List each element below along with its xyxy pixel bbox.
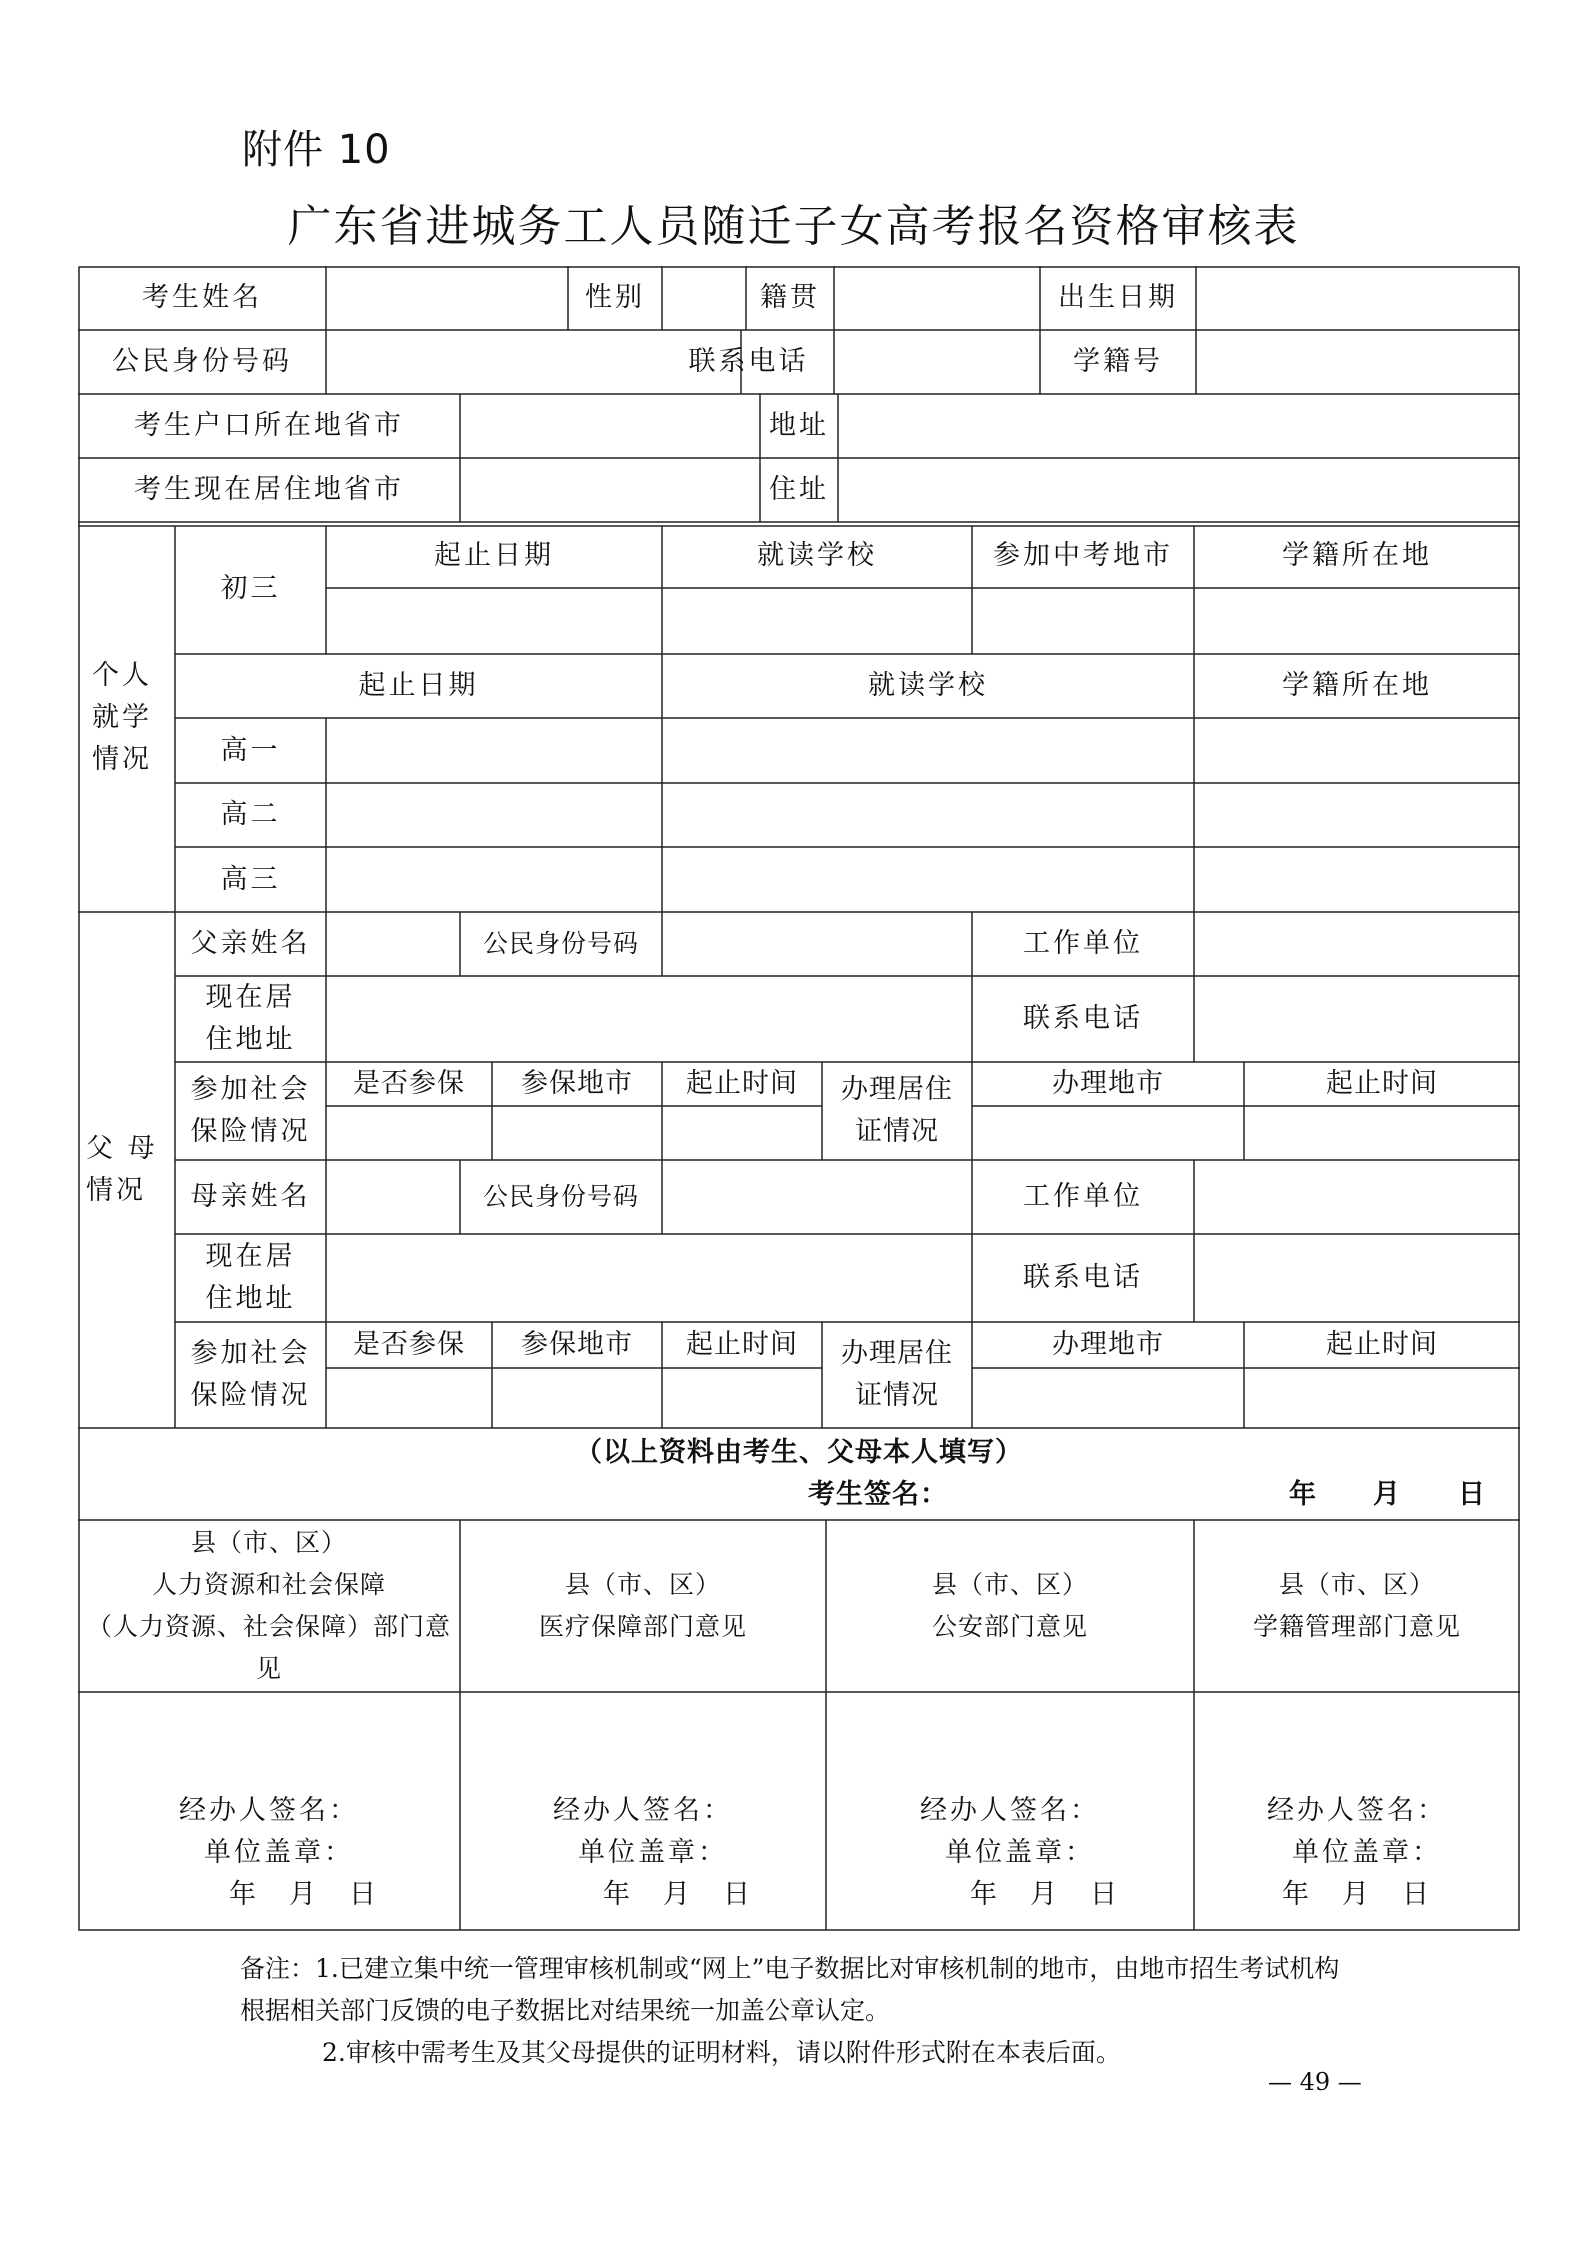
header-father-permit-period: 起止时间 (1326, 1068, 1438, 1099)
field-hukou-address[interactable] (838, 394, 1520, 458)
label-father-address (175, 976, 326, 1062)
declaration-note: （以上资料由考生、父母本人填写） (575, 1437, 1023, 1468)
header-father-insured: 是否参保 (353, 1068, 465, 1099)
dept-hr-line: （人力资源、社会保障）部门意 (86, 1612, 451, 1641)
field-father-id[interactable] (662, 912, 972, 976)
label-mother-address-line: 住地址 (205, 1283, 296, 1314)
label-mother-name: 母亲姓名 (190, 1181, 311, 1212)
header-father-permit-city: 办理地市 (1052, 1068, 1164, 1099)
label-mother-address (175, 1234, 326, 1322)
label-father-address-line: 现在居 (205, 982, 296, 1013)
label-mother-insurance (175, 1322, 326, 1428)
label-hukou-city: 考生户口所在地省市 (134, 410, 404, 441)
label-id-number: 公民身份号码 (112, 346, 292, 377)
header-mother-insured-city: 参保地市 (521, 1329, 633, 1360)
label-senior-three: 高三 (220, 863, 281, 895)
dept-student-registry (1194, 1520, 1520, 1692)
label-father-name: 父亲姓名 (190, 928, 311, 959)
section-study-line: 就学 (92, 702, 152, 733)
section-parents (78, 912, 175, 1428)
dept-police-line: 县（市、区） (931, 1570, 1088, 1599)
section-study-line: 情况 (92, 744, 152, 775)
unit-seal-label: 单位盖章： (1292, 1837, 1442, 1868)
label-father-address-line: 住地址 (205, 1024, 296, 1055)
field-father-name[interactable] (326, 912, 460, 976)
handler-signature-label: 经办人签名： (920, 1795, 1100, 1826)
field-residence-city[interactable] (460, 458, 760, 522)
handler-signature-label: 经办人签名： (179, 1795, 359, 1826)
dept-registry-line: 县（市、区） (1278, 1570, 1435, 1599)
declaration-month: 月 (1373, 1479, 1403, 1510)
label-mother-work: 工作单位 (1023, 1181, 1143, 1212)
label-birth-date: 出生日期 (1058, 282, 1178, 313)
label-mother-permit-line: 办理居住 (841, 1338, 953, 1369)
declaration-day: 日 (1458, 1479, 1488, 1510)
section-study-line: 个人 (92, 660, 152, 691)
handler-signature-label: 经办人签名： (553, 1795, 733, 1826)
header-junior-registry: 学籍所在地 (1282, 540, 1432, 571)
field-contact-phone[interactable] (834, 330, 1040, 394)
label-student-number: 学籍号 (1073, 346, 1163, 377)
header-senior-dates: 起止日期 (358, 670, 479, 701)
signature-date: 年 月 日 (603, 1879, 753, 1910)
header-zhongkao-city: 参加中考地市 (993, 540, 1173, 571)
dept-hr-signature-block[interactable] (78, 1692, 460, 1930)
label-father-permit-line: 办理居住 (841, 1074, 953, 1105)
unit-seal-label: 单位盖章： (204, 1837, 354, 1868)
label-residence-address: 住址 (769, 474, 829, 505)
field-residence-address[interactable] (838, 458, 1520, 522)
label-father-work: 工作单位 (1023, 928, 1143, 959)
header-mother-period: 起止时间 (686, 1329, 798, 1360)
dept-hr-line: 县（市、区） (190, 1528, 347, 1557)
header-father-insured-city: 参保地市 (521, 1068, 633, 1099)
label-contact-phone: 联系电话 (688, 346, 809, 377)
header-junior-dates: 起止日期 (434, 540, 554, 571)
field-mother-id[interactable] (662, 1160, 972, 1234)
note-line-2: 根据相关部门反馈的电子数据比对结果统一加盖公章认定。 (240, 1996, 891, 2025)
dept-medical-signature-block[interactable] (460, 1692, 826, 1930)
field-mother-name[interactable] (326, 1160, 460, 1234)
dept-medical-line: 县（市、区） (564, 1570, 721, 1599)
field-father-address[interactable] (326, 976, 972, 1062)
dept-public-security (826, 1520, 1194, 1692)
label-father-insurance-line: 参加社会 (190, 1074, 311, 1105)
header-senior-school: 就读学校 (868, 670, 988, 701)
label-senior-one: 高一 (220, 734, 281, 766)
label-gender: 性别 (585, 282, 645, 313)
dept-registry-line: 学籍管理部门意见 (1252, 1612, 1461, 1641)
note-line-1: 备注：1.已建立集中统一管理审核机制或“网上”电子数据比对审核机制的地市，由地市招生考试机构 (240, 1954, 1340, 1983)
section-study (78, 524, 175, 912)
field-mother-address[interactable] (326, 1234, 972, 1322)
attachment-label: 附件 10 (242, 127, 391, 173)
header-junior-school: 就读学校 (757, 540, 877, 571)
label-mother-phone: 联系电话 (1023, 1262, 1143, 1293)
field-gender[interactable] (662, 266, 746, 330)
dept-hr-line: 见 (255, 1654, 282, 1683)
label-candidate-name: 考生姓名 (142, 282, 262, 313)
label-residence-city: 考生现在居住地省市 (134, 474, 404, 505)
label-mother-insurance-line: 保险情况 (190, 1380, 311, 1411)
label-native-place: 籍贯 (760, 282, 820, 313)
label-mother-permit (822, 1322, 972, 1428)
label-father-permit (822, 1062, 972, 1160)
label-junior-three: 初三 (220, 573, 281, 604)
dept-hr-line: 人力资源和社会保障 (151, 1570, 386, 1599)
label-father-phone: 联系电话 (1023, 1003, 1143, 1034)
label-father-id: 公民身份号码 (482, 929, 639, 958)
header-father-period: 起止时间 (686, 1068, 798, 1099)
declaration-year: 年 (1289, 1479, 1319, 1510)
label-mother-permit-line: 证情况 (855, 1380, 939, 1411)
label-mother-id: 公民身份号码 (482, 1182, 639, 1211)
dept-medical-line: 医疗保障部门意见 (538, 1612, 747, 1641)
field-birth-date[interactable] (1196, 266, 1520, 330)
field-student-number[interactable] (1196, 330, 1520, 394)
signature-date: 年 月 日 (229, 1879, 379, 1910)
header-mother-insured: 是否参保 (353, 1329, 465, 1360)
label-father-permit-line: 证情况 (855, 1116, 939, 1147)
signature-date: 年 月 日 (970, 1879, 1120, 1910)
label-hukou-address: 地址 (769, 410, 829, 441)
label-senior-two: 高二 (220, 799, 281, 830)
label-father-insurance (175, 1062, 326, 1160)
section-parents-line: 父 母 (86, 1133, 158, 1164)
form-title: 广东省进城务工人员随迁子女高考报名资格审核表 (287, 201, 1300, 252)
field-father-work[interactable] (1194, 912, 1520, 976)
page-number: — 49 — (1268, 2068, 1362, 2096)
field-mother-work[interactable] (1194, 1160, 1520, 1234)
unit-seal-label: 单位盖章： (945, 1837, 1095, 1868)
dept-police-line: 公安部门意见 (931, 1612, 1088, 1641)
header-mother-permit-city: 办理地市 (1052, 1329, 1164, 1360)
dept-medical-insurance (460, 1520, 826, 1692)
field-candidate-name[interactable] (326, 266, 568, 330)
dept-registry-signature-block[interactable] (1194, 1692, 1520, 1930)
handler-signature-label: 经办人签名： (1267, 1795, 1447, 1826)
field-father-phone[interactable] (1194, 976, 1520, 1062)
header-senior-registry: 学籍所在地 (1282, 670, 1432, 701)
unit-seal-label: 单位盖章： (578, 1837, 728, 1868)
dept-hr-social-security (78, 1520, 460, 1692)
review-form-table (78, 266, 1520, 1931)
header-mother-permit-period: 起止时间 (1326, 1329, 1438, 1360)
field-native-place[interactable] (834, 266, 1040, 330)
label-mother-address-line: 现在居 (205, 1241, 296, 1272)
section-parents-line: 情况 (86, 1175, 146, 1206)
note-line-3: 2.审核中需考生及其父母提供的证明材料，请以附件形式附在本表后面。 (322, 2038, 1121, 2067)
label-father-insurance-line: 保险情况 (190, 1116, 311, 1147)
field-hukou-city[interactable] (460, 394, 760, 458)
notes (240, 1948, 1490, 2074)
candidate-signature-label: 考生签名： (808, 1479, 948, 1510)
label-mother-insurance-line: 参加社会 (190, 1338, 311, 1369)
dept-police-signature-block[interactable] (826, 1692, 1194, 1930)
signature-date: 年 月 日 (1282, 1879, 1432, 1910)
field-mother-phone[interactable] (1194, 1234, 1520, 1322)
